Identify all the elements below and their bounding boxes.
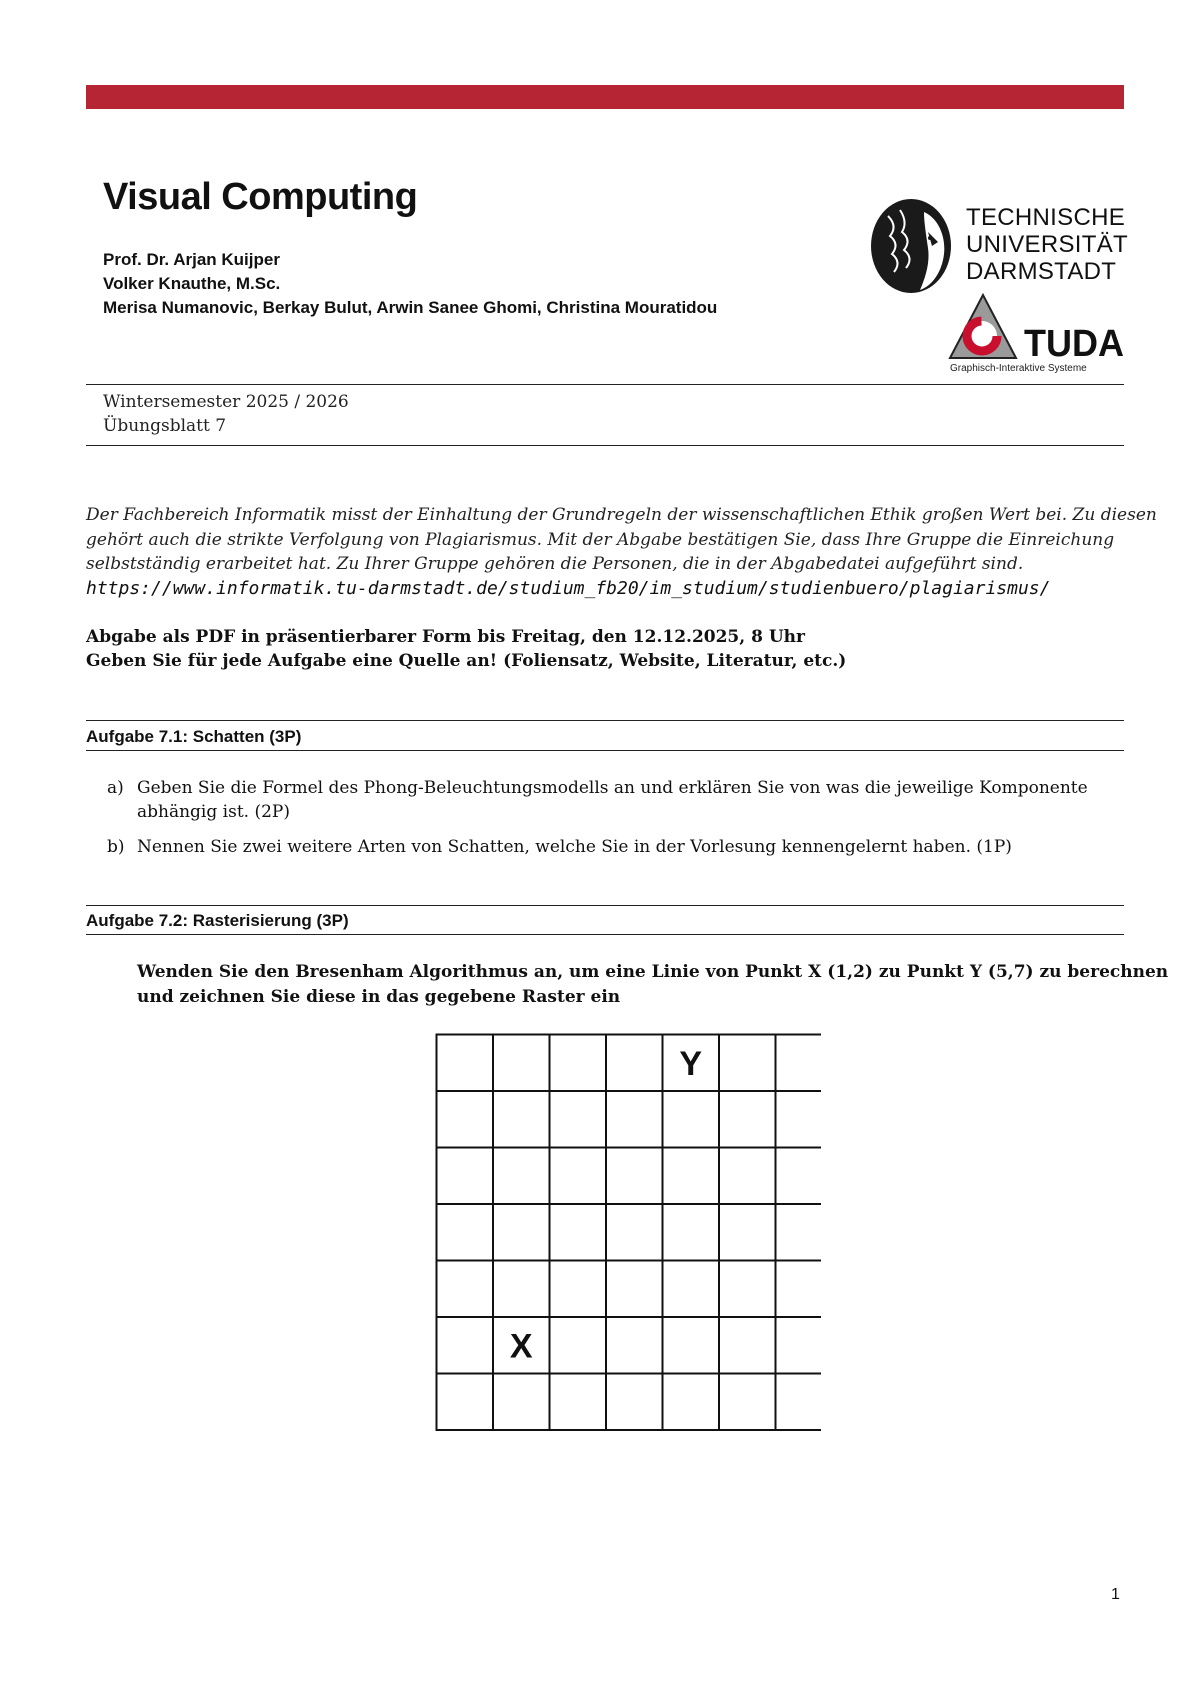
grid-cell[interactable] [493,1204,550,1261]
grid-cell[interactable] [493,1148,550,1205]
grid-cell[interactable] [493,1261,550,1318]
grid-cell[interactable] [663,1374,720,1431]
grid-cell[interactable] [663,1204,720,1261]
grid-cell[interactable] [437,1374,494,1431]
gris-tuda-logo [948,292,1128,366]
grid-cell[interactable] [776,1204,822,1261]
grid-cell[interactable] [663,1317,720,1374]
grid-cell[interactable] [719,1317,776,1374]
grid-cell[interactable] [776,1317,822,1374]
grid-cell[interactable] [719,1148,776,1205]
grid-cell[interactable] [493,1035,550,1092]
task2-instruction-line-1: Wenden Sie den Bresenham Algorithmus an, um eine Linie von Punkt X (1,2) zu Punkt Y (5,7) zu berechnen [137,962,1169,982]
grid-cell[interactable] [550,1148,607,1205]
task-item-label-a: a) [107,778,124,798]
plagiarism-url[interactable]: https://www.informatik.tu-darmstadt.de/studium_fb20/im_studium/studienbuero/plagiarismus/ [86,578,1051,599]
grid-cell[interactable] [606,1204,663,1261]
grid-cell[interactable] [719,1261,776,1318]
task-item-a-line-1: Geben Sie die Formel des Phong-Beleuchtungsmodells an und erklären Sie von was die jeweilige Komponente [137,778,1088,798]
grid-cell[interactable] [776,1374,822,1431]
header-accent-bar [86,85,1124,109]
grid-point-y: Y [679,1044,703,1083]
grid-cell[interactable] [550,1091,607,1148]
grid-cell[interactable] [437,1204,494,1261]
grid-cell[interactable] [550,1261,607,1318]
grid-cell[interactable] [437,1035,494,1092]
grid-cell[interactable] [776,1035,822,1092]
source-note: Geben Sie für jede Aufgabe eine Quelle an! (Foliensatz, Website, Literatur, etc.) [86,651,847,671]
grid-cell[interactable] [719,1035,776,1092]
grid-cell[interactable] [663,1261,720,1318]
grid-cell[interactable] [437,1317,494,1374]
grid-cell[interactable] [437,1091,494,1148]
grid-cell[interactable] [606,1148,663,1205]
semester-term: Wintersemester 2025 / 2026 [103,392,349,412]
university-line-2: UNIVERSITÄT [966,231,1128,258]
grid-cell[interactable] [437,1261,494,1318]
grid-cell[interactable] [606,1091,663,1148]
grid-cell[interactable] [550,1374,607,1431]
task-item-label-b: b) [107,837,125,857]
grid-cell[interactable] [776,1261,822,1318]
grid-cell[interactable] [606,1035,663,1092]
university-line-3: DARMSTADT [966,258,1117,285]
grid-cell[interactable] [606,1317,663,1374]
grid-cell[interactable] [606,1261,663,1318]
divider [86,384,1124,385]
divider [86,750,1124,751]
deadline-line: Abgabe als PDF in präsentierbarer Form bis Freitag, den 12.12.2025, 8 Uhr [86,627,805,647]
grid-cell[interactable] [719,1374,776,1431]
grid-cell[interactable] [493,1091,550,1148]
task-item-b-line-1: Nennen Sie zwei weitere Arten von Schatten, welche Sie in der Vorlesung kennengelernt haben. (1P) [137,837,1012,857]
task-title-7-1: Aufgabe 7.1: Schatten (3P) [86,727,302,746]
gris-logo-text: TUDA [1024,323,1124,362]
grid-cell[interactable] [606,1374,663,1431]
grid-cell[interactable] [663,1148,720,1205]
grid-cell[interactable] [776,1148,822,1205]
grid-cell[interactable] [437,1148,494,1205]
divider [86,720,1124,721]
raster-grid-svg [435,1033,821,1433]
grid-cell[interactable] [663,1091,720,1148]
grid-cell[interactable] [776,1091,822,1148]
university-line-1: TECHNISCHE [966,204,1126,231]
author-line-2: Volker Knauthe, M.Sc. [103,274,281,293]
task-item-a-line-2: abhängig ist. (2P) [137,802,290,822]
grid-cell[interactable] [550,1035,607,1092]
author-line-3: Merisa Numanovic, Berkay Bulut, Arwin Sanee Ghomi, Christina Mouratidou [103,298,718,317]
university-name [966,204,1128,285]
grid-cell[interactable] [550,1317,607,1374]
grid-cell[interactable] [719,1091,776,1148]
intro-line-2: gehört auch die strikte Verfolgung von Plagiarismus. Mit der Abgabe bestätigen Sie, dass Ihre Gruppe die Einreichung [86,530,1115,550]
tu-darmstadt-athene-logo [868,196,954,300]
task2-instruction-line-2: und zeichnen Sie diese in das gegebene Raster ein [137,987,621,1007]
divider [86,445,1124,446]
task-title-7-2: Aufgabe 7.2: Rasterisierung (3P) [86,911,349,930]
page-number: 1 [1111,1586,1120,1603]
grid-point-x: X [509,1327,533,1366]
gris-caption: Graphisch-Interaktive Systeme [950,363,1087,374]
intro-line-3: selbstständig erarbeitet hat. Zu Ihrer Gruppe gehören die Personen, die in der Abgabedatei aufgeführt sind. [86,554,1024,574]
intro-line-1: Der Fachbereich Informatik misst der Einhaltung der Grundregeln der wissenschaftlichen Ethik großen Wert bei. Zu diesen [86,505,1157,525]
divider [86,905,1124,906]
raster-grid [435,1033,821,1437]
grid-cell[interactable] [493,1374,550,1431]
course-title: Visual Computing [103,176,418,218]
exercise-sheet-number: Übungsblatt 7 [103,416,227,436]
author-line-1: Prof. Dr. Arjan Kuijper [103,250,280,269]
divider [86,934,1124,935]
grid-cell[interactable] [719,1204,776,1261]
grid-cell[interactable] [550,1204,607,1261]
